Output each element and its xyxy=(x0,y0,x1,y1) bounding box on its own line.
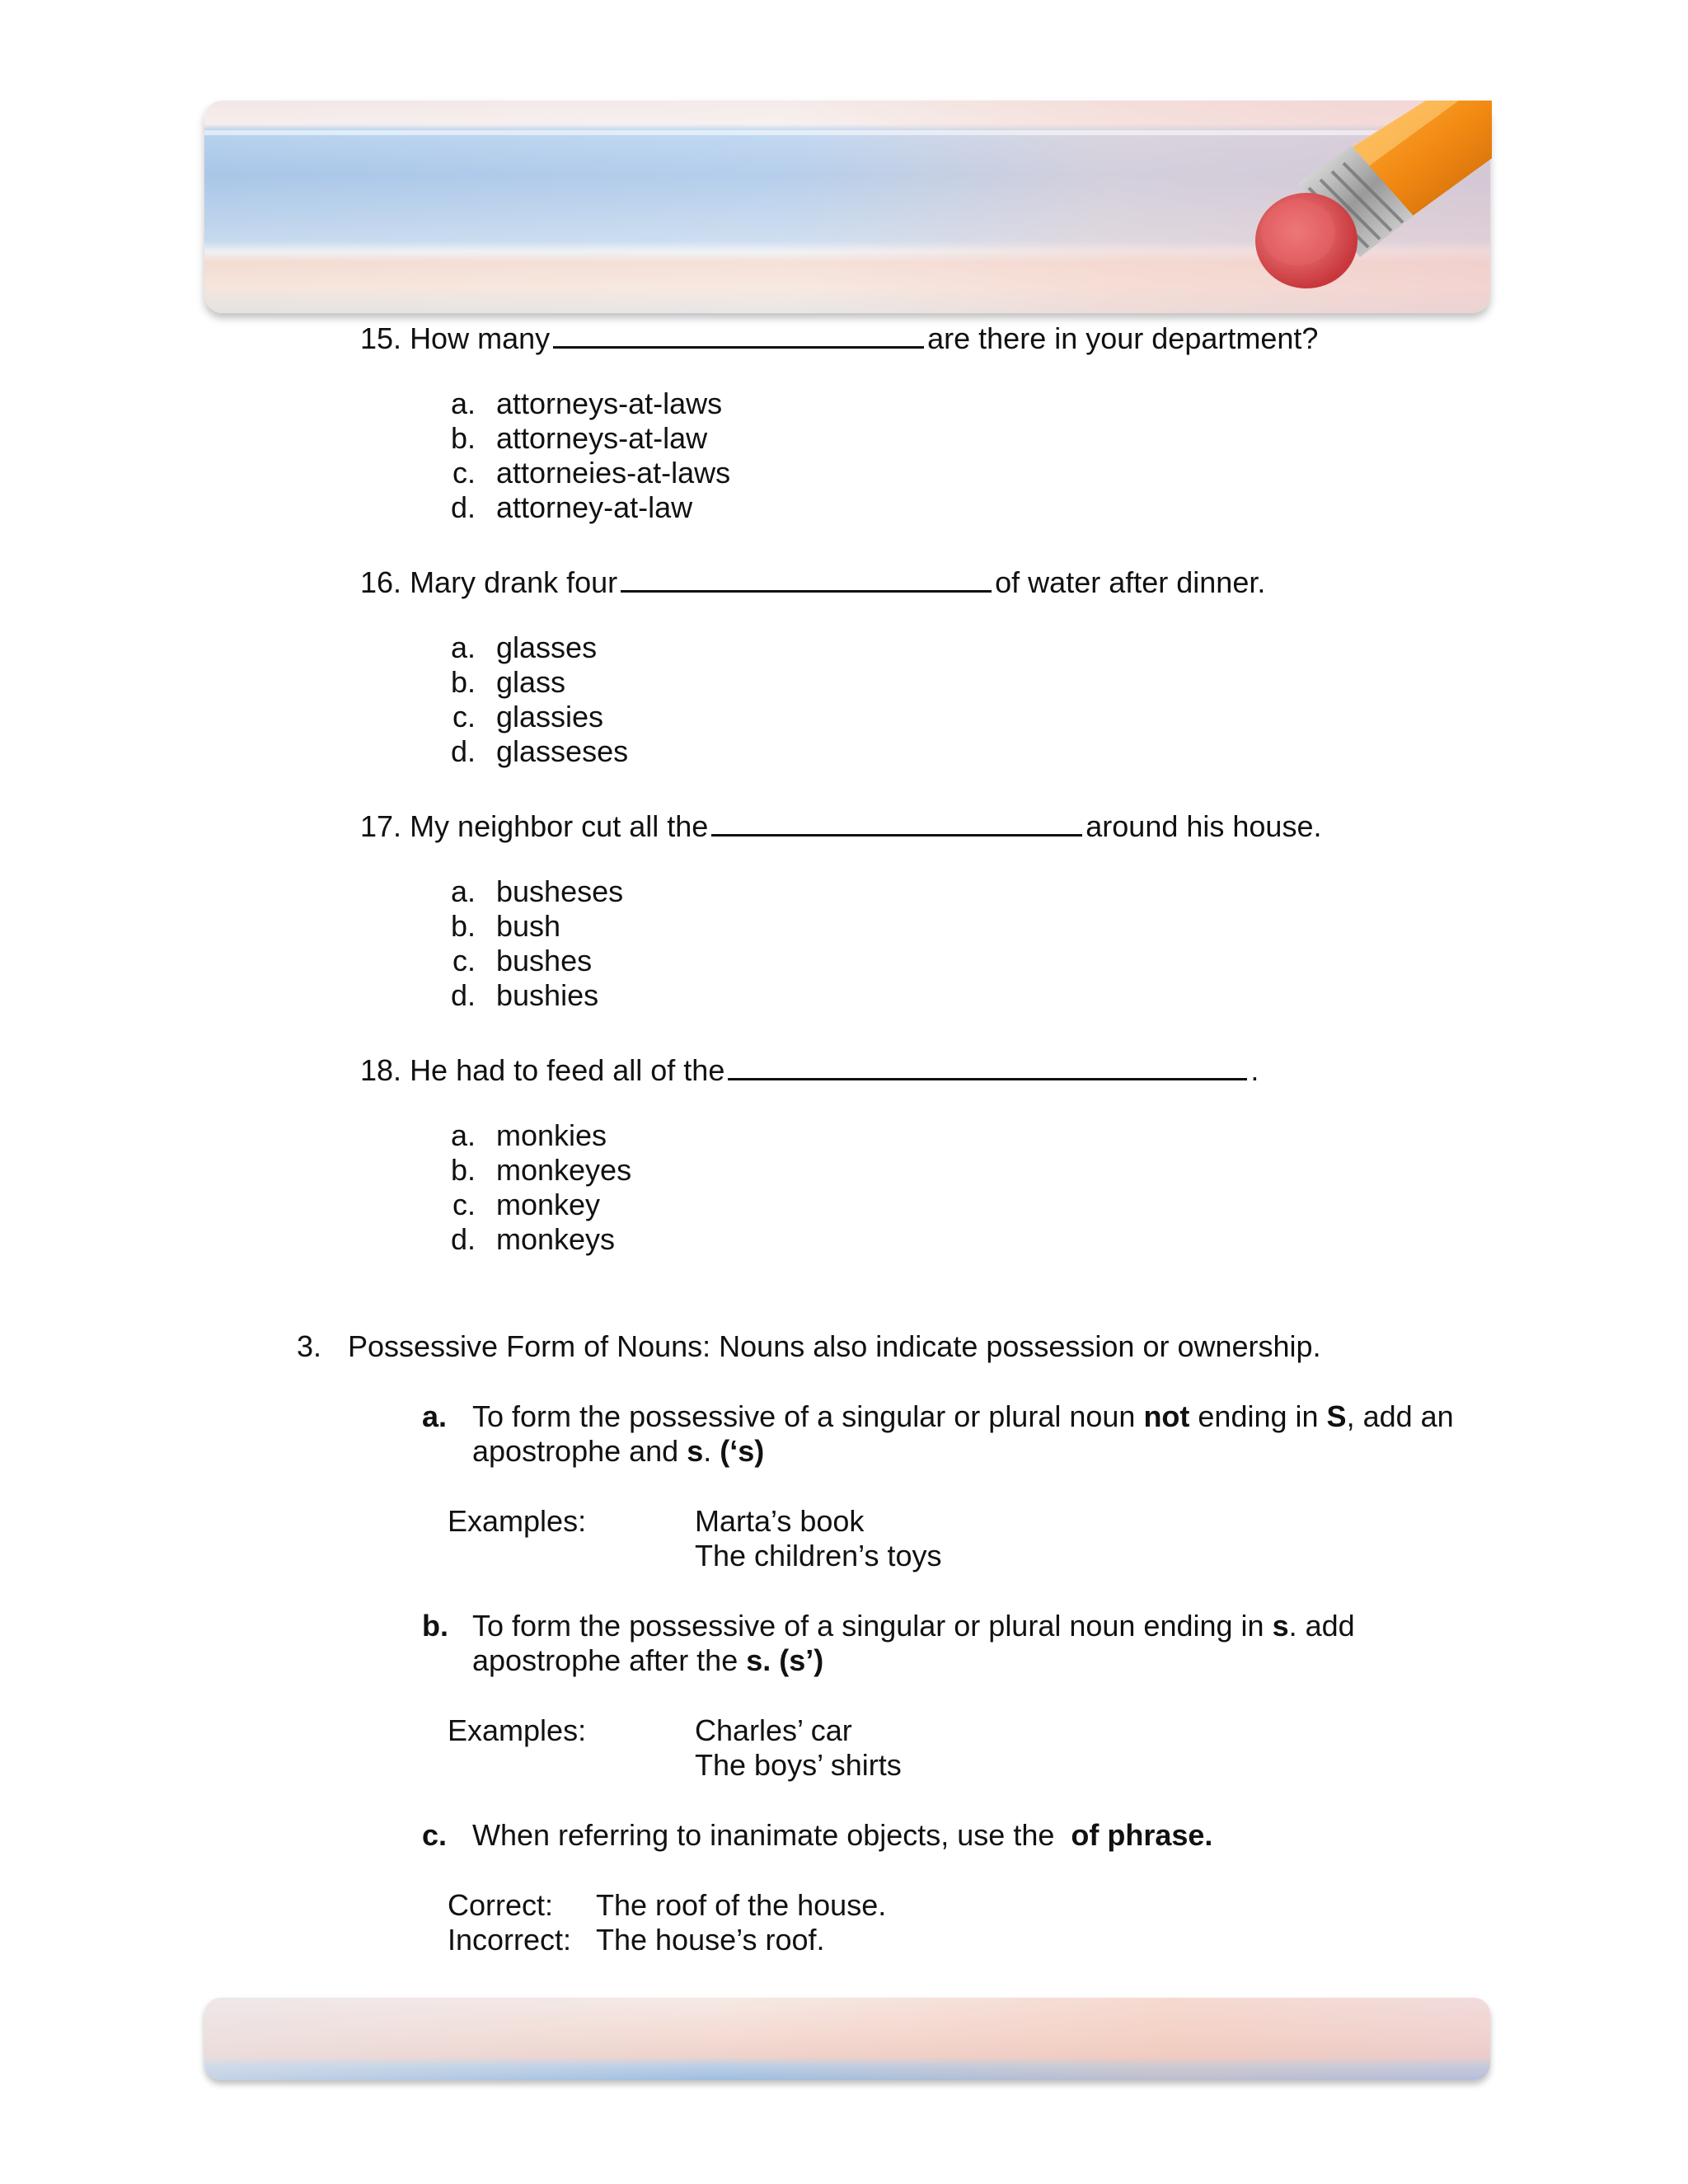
question-text-after: are there in your department? xyxy=(927,321,1319,355)
option-b: b. bush xyxy=(450,909,561,943)
pencil-eraser-icon xyxy=(1212,101,1492,307)
answer-blank xyxy=(621,562,992,593)
option-d: d. monkeys xyxy=(450,1222,616,1256)
section-heading xyxy=(297,1329,1321,1364)
example-item: The boys’ shirts xyxy=(695,1748,902,1782)
question-number: 15. xyxy=(360,321,402,355)
question-text-before: He had to feed all of the xyxy=(410,1053,725,1087)
rule-b-line-1: To form the possessive of a singular or plural noun ending in s. add xyxy=(472,1609,1355,1643)
option-d: d. bushies xyxy=(450,978,599,1012)
answer-blank xyxy=(728,1050,1247,1080)
question-text-before: How many xyxy=(410,321,551,355)
option-a: a. monkies xyxy=(450,1118,607,1152)
rule-a-letter: a. xyxy=(422,1399,448,1433)
rule-a-line-1: To form the possessive of a singular or plural noun not ending in S, add an xyxy=(472,1399,1454,1433)
question-number: 18. xyxy=(360,1053,402,1087)
section-title: Possessive Form of Nouns: Nouns also indicate possession or ownership. xyxy=(348,1329,1321,1363)
options-list-15 xyxy=(426,387,730,525)
rule-b-letter: b. xyxy=(422,1609,448,1643)
option-d: d. glasseses xyxy=(450,734,629,768)
example-item: The children’s toys xyxy=(695,1539,942,1572)
question-text-after: of water after dinner. xyxy=(995,565,1266,599)
question-16 xyxy=(360,562,1265,600)
options-list-16 xyxy=(426,630,628,769)
question-15 xyxy=(360,318,1318,356)
answer-blank xyxy=(711,806,1082,837)
question-number: 17. xyxy=(360,809,402,843)
incorrect-label: Incorrect: xyxy=(448,1923,572,1957)
correct-label: Correct: xyxy=(448,1888,554,1922)
example-item: Charles’ car xyxy=(695,1713,852,1747)
question-number: 16. xyxy=(360,565,402,599)
question-text-before: My neighbor cut all the xyxy=(410,809,709,843)
example-item: Marta’s book xyxy=(695,1504,865,1538)
option-c: c. bushes xyxy=(452,944,593,977)
option-b: b. monkeyes xyxy=(450,1153,632,1187)
option-c: c. monkey xyxy=(452,1188,601,1221)
option-a: a. attorneys-at-laws xyxy=(450,387,723,420)
rule-c-line-1: When referring to inanimate objects, use the of phrase. xyxy=(472,1818,1213,1852)
question-18 xyxy=(360,1050,1259,1088)
option-c: c. glassies xyxy=(452,700,604,733)
section-number: 3. xyxy=(297,1329,322,1363)
question-text-before: Mary drank four xyxy=(410,565,618,599)
rule-b-line-2: apostrophe after the s. (s’) xyxy=(472,1643,824,1677)
examples-label: Examples: xyxy=(448,1713,587,1747)
options-list-17 xyxy=(426,874,623,1013)
rule-a-line-2: apostrophe and s. (‘s) xyxy=(472,1434,765,1468)
rule-c-letter: c. xyxy=(422,1818,448,1852)
option-a: a. glasses xyxy=(450,630,598,664)
option-b: b. attorneys-at-law xyxy=(450,421,708,455)
option-c: c. attorneies-at-laws xyxy=(452,456,731,490)
answer-blank xyxy=(553,318,924,349)
incorrect-example: The house’s roof. xyxy=(596,1923,825,1957)
option-d: d. attorney-at-law xyxy=(450,490,693,524)
correct-example: The roof of the house. xyxy=(596,1888,887,1922)
footer-banner xyxy=(204,1998,1490,2080)
examples-label: Examples: xyxy=(448,1504,587,1538)
question-17 xyxy=(360,806,1321,844)
question-text-after: . xyxy=(1250,1053,1259,1087)
question-text-after: around his house. xyxy=(1085,809,1322,843)
option-b: b. glass xyxy=(450,665,566,699)
option-a: a. busheses xyxy=(450,874,624,908)
options-list-18 xyxy=(426,1118,631,1257)
